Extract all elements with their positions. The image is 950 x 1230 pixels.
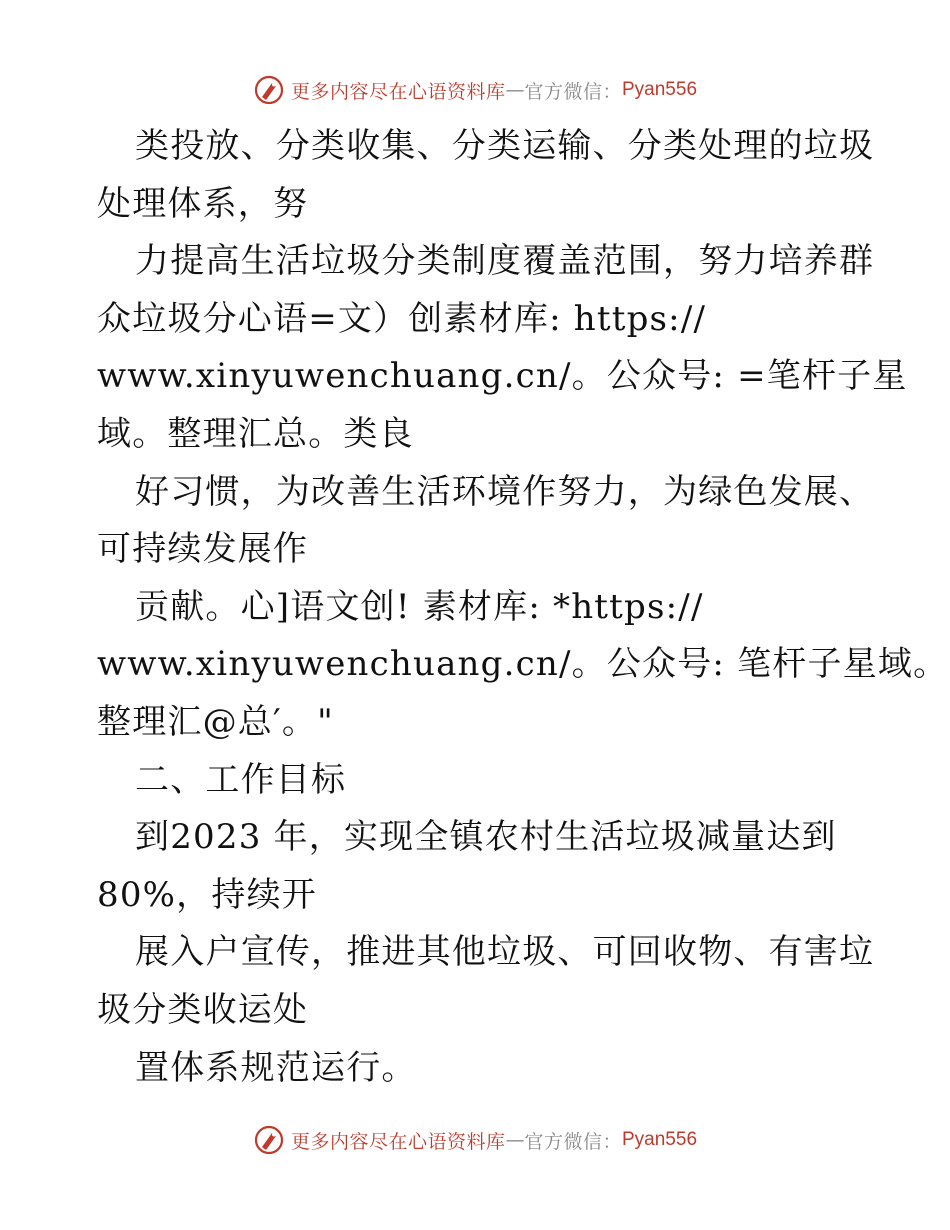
watermark-text: 更多内容尽在心语资料库: [290, 1130, 506, 1153]
text-line: 展入户宣传，推进其他垃圾、可回收物、有害垃: [135, 932, 875, 973]
text-line: 二、工作目标: [135, 759, 347, 800]
watermark-label: 官方微信：: [524, 1130, 622, 1153]
text-line: 处理体系，努: [97, 183, 309, 224]
text-line: 到2023 年，实现全镇农村生活垃圾减量达到: [135, 817, 837, 858]
watermark-separator: —: [505, 79, 525, 101]
text-line: 贡献。心]语文创! 素材库: *https://: [135, 586, 704, 627]
footer-watermark: [0, 1120, 950, 1160]
text-line: 好习惯，为改善生活环境作努力，为绿色发展、: [135, 471, 875, 512]
pen-nib-logo-icon: [253, 74, 285, 106]
text-line: 置体系规范运行。: [135, 1047, 417, 1088]
text-line: 可持续发展作: [97, 529, 309, 570]
watermark-text: 更多内容尽在心语资料库: [290, 80, 506, 103]
header-watermark: [0, 70, 950, 110]
text-line: 域。整理汇总。类良: [97, 413, 414, 454]
text-line: 圾分类收运处: [97, 989, 309, 1030]
text-line: www.xinyuwenchuang.cn/。公众号: 笔杆子星域。: [97, 644, 949, 685]
watermark-separator: —: [505, 1129, 525, 1151]
text-line: www.xinyuwenchuang.cn/。公众号: =笔杆子星: [97, 356, 908, 397]
watermark-id: Pyan556: [622, 1129, 698, 1150]
pen-nib-logo-icon: [253, 1124, 285, 1156]
watermark-label: 官方微信：: [524, 80, 622, 103]
watermark-id: Pyan556: [622, 79, 698, 100]
text-line: 整理汇@总′。": [97, 701, 334, 742]
text-line: 80%，持续开: [97, 874, 317, 915]
text-line: 类投放、分类收集、分类运输、分类处理的垃圾: [135, 126, 875, 166]
text-line: 力提高生活垃圾分类制度覆盖范围，努力培养群: [135, 241, 875, 282]
text-line: 众垃圾分心语=文）创素材库: https://: [97, 298, 707, 339]
document-body: [97, 118, 949, 1097]
